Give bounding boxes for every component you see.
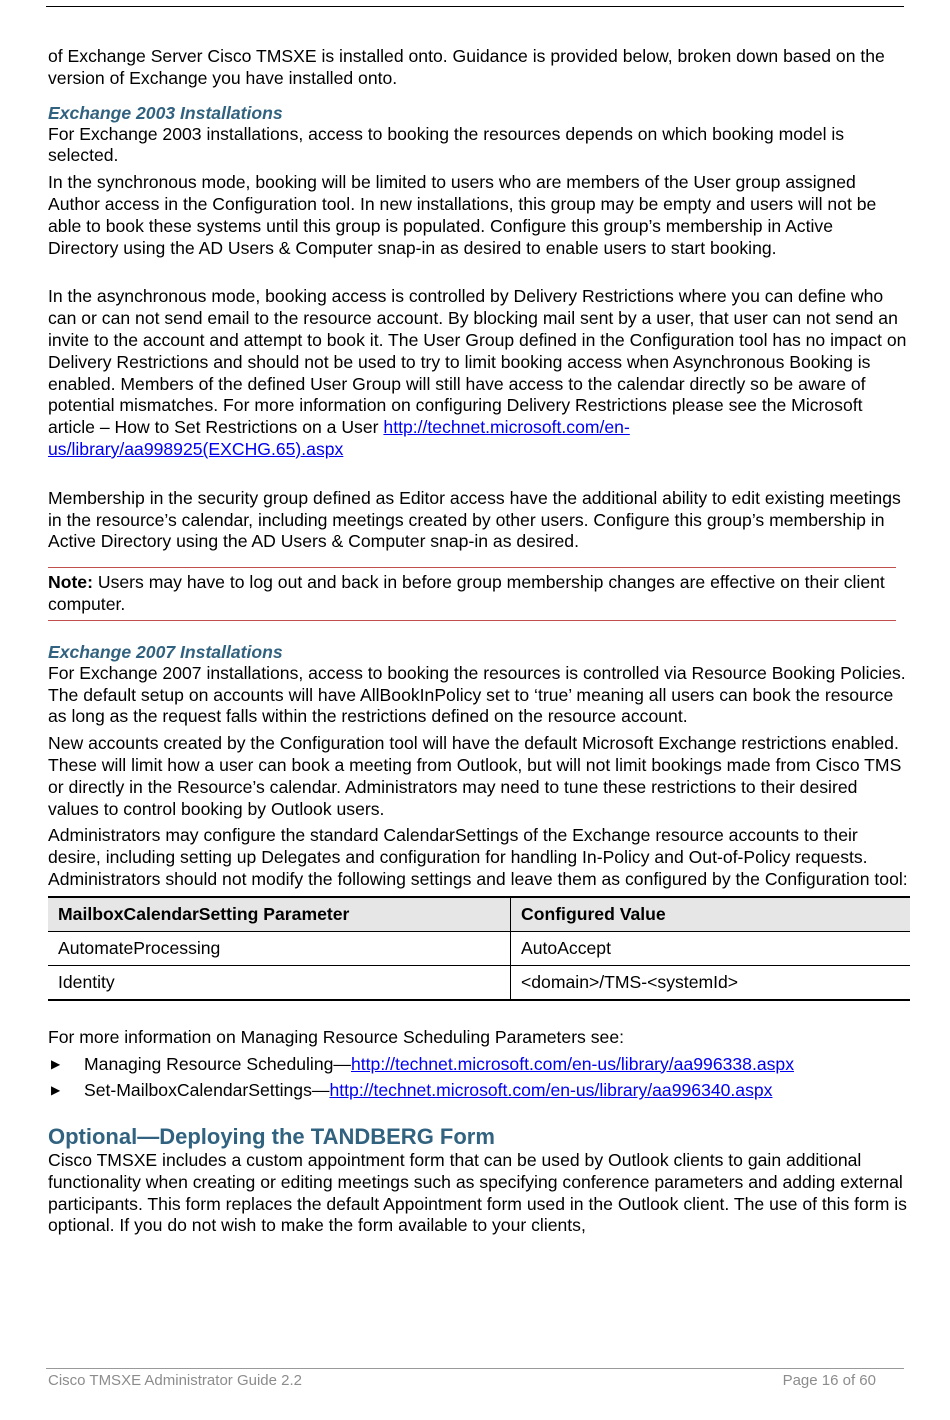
- exchange-2003-heading: Exchange 2003 Installations: [48, 102, 283, 123]
- footer-page-number: Page 16 of 60: [782, 1372, 876, 1389]
- managing-resource-scheduling-link[interactable]: http://technet.microsoft.com/en-us/library/aa996338.aspx: [351, 1053, 795, 1074]
- bullet-label: Set-MailboxCalendarSettings—: [84, 1080, 330, 1101]
- table-cell: Identity: [48, 965, 511, 1000]
- asynchronous-mode-text: In the asynchronous mode, booking access is controlled by Delivery Restrictions where you can define who can or can not send email to the resource account. By blocking mail sent by a user, that user can not send an invite to the account and attempt to book it. The User Group defined in the Configuration tool has no impact on Delivery Restrictions and should not be used to try to limit booking access when Asynchronous Booking is enabled. Members of the defined User Group will still have access to the calendar directly so be aware of potential mismatches. For more information on configuring Delivery Restrictions please see the Microsoft article – How to Set Restrictions on a User: [48, 286, 907, 438]
- table-cell: AutoAccept: [511, 931, 911, 965]
- calendar-settings-table: [48, 896, 910, 1001]
- exchange-2003-paragraph-2: In the synchronous mode, booking will be limited to users who are members of the User group assigned Author access in the Configuration tool. In new installations, this group may be empty and users will not be able to book these systems until this group is populated. Configure this group’s membership in Active Directory using the AD Users & Computer snap-in as desired to enable users to start booking.: [48, 172, 877, 258]
- exchange-2007-paragraph-1: For Exchange 2007 installations, access to booking the resources is controlled via Resource Booking Policies. The default setup on accounts will have AllBookInPolicy set to ‘true’ meaning all users can book the resource as long as the request falls within the restrictions defined on the resource account.: [48, 662, 906, 727]
- list-item: [48, 1080, 908, 1102]
- triangle-bullet-icon: ▶: [51, 1056, 61, 1071]
- exchange-2003-paragraph-3: [48, 286, 908, 460]
- note-label: Note:: [48, 572, 93, 593]
- table-row: [48, 965, 910, 1000]
- exchange-2007-heading: Exchange 2007 Installations: [48, 641, 283, 662]
- set-mailbox-calendar-settings-link[interactable]: http://technet.microsoft.com/en-us/library/aa996340.aspx: [329, 1080, 773, 1101]
- table-header-row: [48, 897, 910, 932]
- exchange-2007-paragraph-3: Administrators may configure the standard CalendarSettings of the Exchange resource accounts to their desire, including setting up Delegates and configuration for handling In-Policy and Out-of-Policy requests. Administrators should not modify the following settings and leave them as configured by the Configuration tool:: [48, 825, 908, 889]
- table-cell: AutomateProcessing: [48, 931, 511, 965]
- table-cell: <domain>/TMS-<systemId>: [511, 965, 911, 1000]
- triangle-bullet-icon: ▶: [51, 1083, 61, 1098]
- list-item: [48, 1054, 908, 1076]
- table-row: [48, 931, 910, 965]
- note-box: [48, 567, 896, 621]
- page-body: [48, 46, 908, 1242]
- footer-rule: [46, 1368, 904, 1369]
- note-text: Users may have to log out and back in before group membership changes are effective on their client computer.: [48, 572, 885, 614]
- tandberg-form-paragraph: Cisco TMSXE includes a custom appointment form that can be used by Outlook clients to gain additional functionality when creating or editing meetings such as specifying conference parameters and adding external participants. This form replaces the default Appointment form used in the Outlook client. The use of this form is optional. If you do not wish to make the form available to your clients,: [48, 1150, 907, 1236]
- delivery-restrictions-link[interactable]: http://technet.microsoft.com/en-us/library/aa998925(EXCHG.65).aspx: [48, 417, 630, 459]
- exchange-2003-paragraph-4: Membership in the security group defined as Editor access have the additional ability to edit existing meetings in the resource’s calendar, including meetings created by other users. Configure this group’s membership in Active Directory using the AD Users & Computer snap-in as desired.: [48, 487, 901, 552]
- bullet-label: Managing Resource Scheduling—: [84, 1053, 351, 1074]
- exchange-2007-paragraph-2: New accounts created by the Configuration tool will have the default Microsoft Exchange restrictions enabled. These will limit how a user can book a meeting from Outlook, but will not limit bookings made from Cisco TMS or directly in the Resource’s calendar. Administrators may need to tune these restrictions to their desired values to control booking by Outlook users.: [48, 733, 902, 819]
- tandberg-form-heading: Optional—Deploying the TANDBERG Form: [48, 1124, 495, 1150]
- header-rule: [46, 6, 904, 7]
- note-paragraph: [48, 572, 896, 616]
- table-header-parameter: MailboxCalendarSetting Parameter: [48, 897, 511, 932]
- footer-document-title: Cisco TMSXE Administrator Guide 2.2: [48, 1372, 302, 1389]
- reference-link-list: [48, 1054, 908, 1103]
- exchange-2003-paragraph-1: For Exchange 2003 installations, access to booking the resources depends on which booking model is selected.: [48, 123, 845, 166]
- intro-paragraph: of Exchange Server Cisco TMSXE is installed onto. Guidance is provided below, broken down based on the version of Exchange you have installed onto.: [48, 46, 885, 88]
- table-header-value: Configured Value: [511, 897, 911, 932]
- more-info-paragraph: For more information on Managing Resource Scheduling Parameters see:: [48, 1026, 624, 1047]
